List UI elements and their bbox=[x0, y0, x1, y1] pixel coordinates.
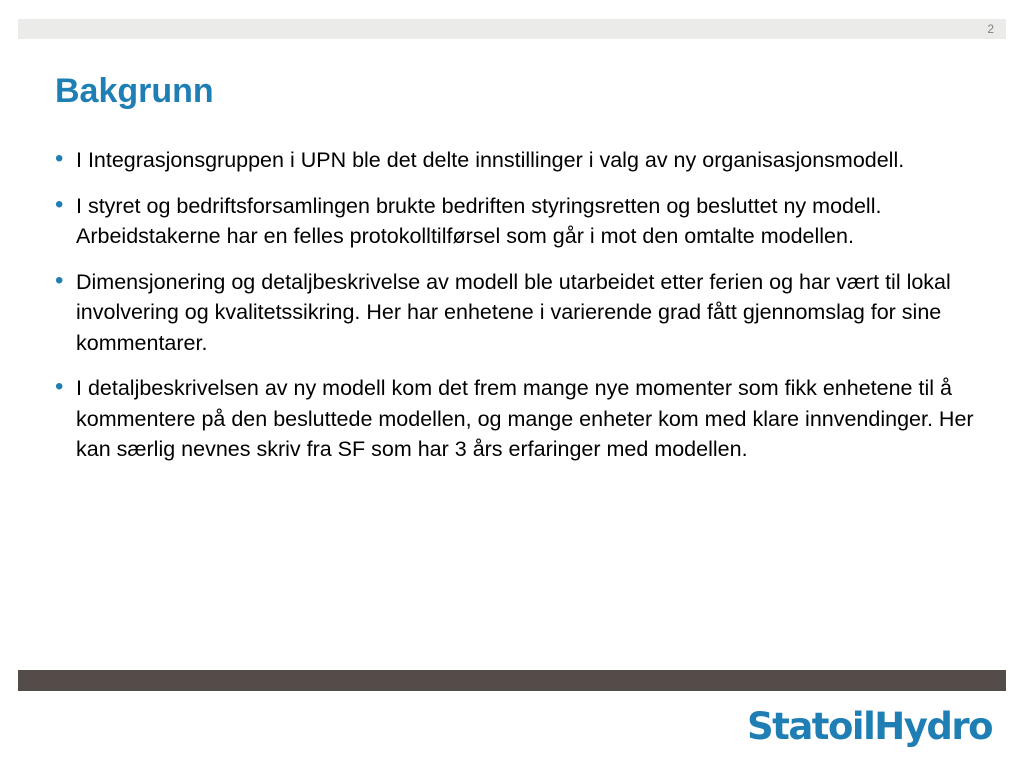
bullet-text: Dimensjonering og detaljbeskrivelse av modell ble utarbeidet etter ferien og har vært til lokal involvering og kvalitetssikring. Her har enhetene i varierende grad fått gjennomslag for sine kommentarer. bbox=[76, 269, 951, 355]
bullet-list bbox=[55, 145, 980, 480]
header-bar bbox=[18, 19, 1006, 39]
bullet-item bbox=[55, 373, 980, 465]
bullet-item bbox=[55, 145, 980, 176]
statoilhydro-logo: StatoilHydro bbox=[746, 705, 992, 748]
footer-bar bbox=[18, 670, 1006, 691]
bullet-text: I Integrasjonsgruppen i UPN ble det delte innstillinger i valg av ny organisasjonsmodell. bbox=[76, 148, 905, 172]
bullet-icon: • bbox=[55, 145, 64, 172]
bullet-item bbox=[55, 267, 980, 359]
bullet-text: I styret og bedriftsforsamlingen brukte bedriften styringsretten og besluttet ny modell. Arbeidstakerne har en felles protokolltilførsel som går i mot den omtalte modellen. bbox=[76, 193, 882, 248]
bullet-icon: • bbox=[55, 190, 64, 218]
bullet-icon: • bbox=[55, 266, 64, 294]
page-number: 2 bbox=[987, 22, 994, 36]
slide-title: Bakgrunn bbox=[55, 72, 214, 110]
bullet-text: I detaljbeskrivelsen av ny modell kom det frem mange nye momenter som fikk enhetene til å kommentere på den besluttede modellen, og mange enheter kom med klare innvendinger. Her kan særlig nevnes skriv fra SF som har 3 års erfaringer med modellen. bbox=[76, 376, 974, 461]
bullet-icon: • bbox=[55, 373, 64, 400]
bullet-item bbox=[55, 191, 980, 252]
